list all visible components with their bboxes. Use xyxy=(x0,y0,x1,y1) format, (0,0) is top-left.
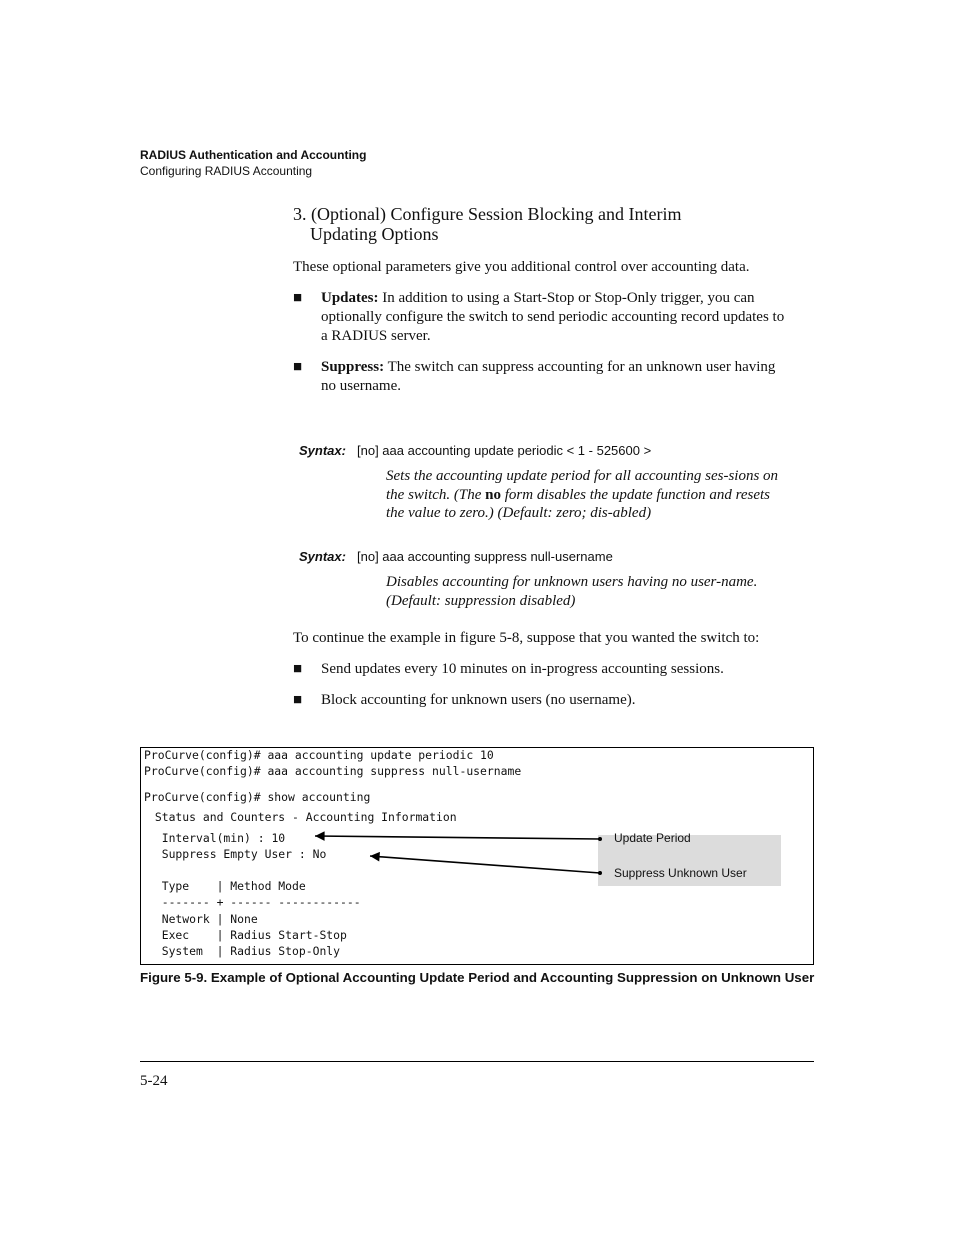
terminal-line: Status and Counters - Accounting Information xyxy=(148,810,457,824)
bullet-square-icon: ■ xyxy=(293,290,303,306)
chapter-title: RADIUS Authentication and Accounting xyxy=(140,148,367,162)
terminal-line: ProCurve(config)# show accounting xyxy=(144,790,371,804)
bullet-square-icon: ■ xyxy=(293,661,303,677)
terminal-line: Exec | Radius Start-Stop xyxy=(148,928,347,942)
terminal-line: ProCurve(config)# aaa accounting suppress null-username xyxy=(144,764,522,778)
syntax-label: Syntax: xyxy=(299,549,346,564)
bullet-text: The switch can suppress accounting for an unknown user having no username. xyxy=(321,359,776,394)
bullet-text: Send updates every 10 minutes on in-progress accounting sessions. xyxy=(321,661,724,677)
section-title: Configuring RADIUS Accounting xyxy=(140,164,313,178)
callout-suppress-unknown-user: Suppress Unknown User xyxy=(614,866,747,880)
syntax-description: Disables accounting for unknown users having no user-name. (Default: suppression disabled) xyxy=(386,574,758,609)
heading-line-2: Updating Options xyxy=(310,224,439,244)
bullet-term: Suppress: xyxy=(321,359,385,375)
callout-dot-icon xyxy=(598,871,602,875)
syntax-command: [no] aaa accounting suppress null-username xyxy=(357,549,613,564)
bullet-square-icon: ■ xyxy=(293,692,303,708)
intro-paragraph: These optional parameters give you additional control over accounting data. xyxy=(293,259,750,275)
figure-caption: Figure 5-9. Example of Optional Accounting Update Period and Accounting Suppression on Unknown User xyxy=(140,970,815,985)
bullet-term: Updates: xyxy=(321,290,379,306)
terminal-line: ------- + ------ ------------ xyxy=(148,895,361,909)
bullet-text: Block accounting for unknown users (no username). xyxy=(321,692,636,708)
syntax-command: [no] aaa accounting update periodic < 1 - 525600 > xyxy=(357,443,652,458)
arrow-suppress-user xyxy=(370,856,600,873)
keyword-no: no xyxy=(485,486,501,503)
heading-line-1: 3. (Optional) Configure Session Blocking and Interim xyxy=(293,204,682,224)
terminal-line: Network | None xyxy=(148,912,258,926)
terminal-line: System | Radius Stop-Only xyxy=(148,944,341,958)
callout-update-period: Update Period xyxy=(614,831,691,845)
terminal-interval-line: Interval(min) : 10 xyxy=(148,831,286,845)
bullet-square-icon: ■ xyxy=(293,359,303,375)
terminal-suppress-line: Suppress Empty User : No xyxy=(148,847,327,861)
terminal-line: ProCurve(config)# aaa accounting update periodic 10 xyxy=(144,748,494,762)
syntax-description: Sets the accounting update period for all accounting ses-sions on the switch. (The no form disables the update function and resets the value to zero.) (Default: zero; dis-abled) xyxy=(386,468,779,521)
continue-paragraph: To continue the example in figure 5-8, suppose that you wanted the switch to: xyxy=(293,630,760,646)
footer-rule xyxy=(140,1061,814,1062)
arrow-update-period xyxy=(315,836,600,839)
terminal-line: Type | Method Mode xyxy=(148,879,306,893)
bullet-text: In addition to using a Start-Stop or Stop-Only trigger, you can optionally configure the switch to send periodic accounting record updates to a RADIUS server. xyxy=(321,290,785,344)
syntax-label: Syntax: xyxy=(299,443,346,458)
page-number: 5-24 xyxy=(140,1073,168,1089)
callout-dot-icon xyxy=(598,837,602,841)
